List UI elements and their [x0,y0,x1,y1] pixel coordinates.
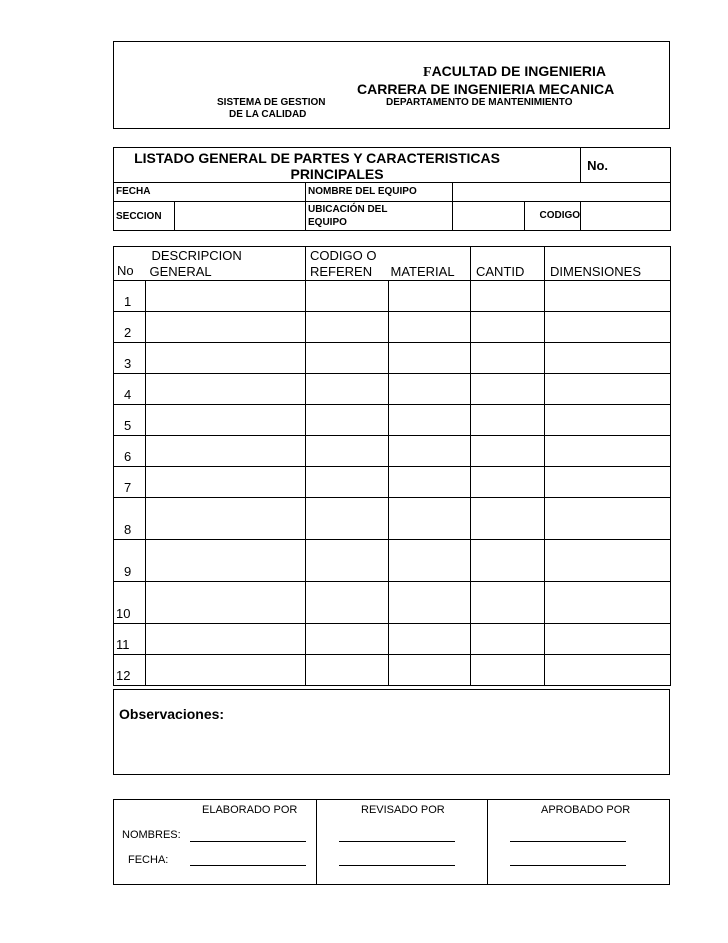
fecha-value[interactable] [175,183,306,202]
fecha-label: FECHA [114,183,175,202]
table-row [114,582,671,624]
dimensiones-cell[interactable] [545,312,671,343]
dimensiones-cell[interactable] [545,540,671,582]
cantid-cell[interactable] [471,498,545,540]
ubicacion-value[interactable] [453,202,525,231]
row-number: 1 [124,294,132,309]
department-title: DEPARTAMENTO DE MANTENIMIENTO [386,97,573,108]
codigo-cell[interactable] [306,436,389,467]
ubicacion-label-cell [306,202,453,231]
faculty-initial: F [423,65,432,80]
row-number: 7 [124,480,132,495]
material-cell[interactable] [389,281,471,312]
dimensiones-cell[interactable] [545,624,671,655]
codigo-cell[interactable] [306,374,389,405]
row-number-cell [114,498,146,540]
dimensiones-cell[interactable] [545,436,671,467]
material-cell[interactable] [389,624,471,655]
descripcion-cell[interactable] [146,405,306,436]
table-row [114,498,671,540]
faculty-title [423,63,606,81]
system-line-2: DE LA CALIDAD [229,109,307,120]
row-number-cell [114,312,146,343]
table-row [114,312,671,343]
codigo-cell[interactable] [306,312,389,343]
codigo-label-text: CODIGO [539,210,581,221]
dimensiones-cell[interactable] [545,655,671,686]
row-number-cell [114,540,146,582]
cantid-cell[interactable] [471,281,545,312]
nombre-equipo-label: NOMBRE DEL EQUIPO [306,183,453,202]
parts-header-row [114,247,671,281]
table-row [114,343,671,374]
row-number-cell [114,405,146,436]
fecha-signature-label: FECHA: [128,854,169,866]
header-descripcion-line-2: GENERAL [149,264,212,279]
material-cell[interactable] [389,540,471,582]
codigo-cell[interactable] [306,405,389,436]
form-title-line-2: PRINCIPALES [290,166,384,182]
material-cell[interactable] [389,467,471,498]
elaborado-nombre-line[interactable] [190,841,306,842]
header-no [114,247,146,281]
nombres-label: NOMBRES: [122,829,181,841]
cantid-cell[interactable] [471,540,545,582]
descripcion-cell[interactable] [146,582,306,624]
material-cell[interactable] [389,343,471,374]
faculty-rest: ACULTAD DE INGENIERIA [431,63,607,79]
signature-divider-2 [487,800,488,884]
descripcion-cell[interactable] [146,281,306,312]
codigo-cell[interactable] [306,467,389,498]
descripcion-cell[interactable] [146,467,306,498]
row-number: 6 [124,449,132,464]
header-descripcion [146,247,306,281]
header-codigo [306,247,389,281]
cantid-cell[interactable] [471,343,545,374]
table-row [114,624,671,655]
nombre-equipo-extra [525,183,671,202]
descripcion-cell[interactable] [146,343,306,374]
codigo-cell[interactable] [306,281,389,312]
descripcion-cell[interactable] [146,498,306,540]
table-row [114,467,671,498]
signature-box [113,799,670,885]
row-number-cell [114,467,146,498]
nombre-equipo-value[interactable] [453,183,525,202]
form-number-label: No. [587,158,609,173]
signature-divider-1 [316,800,317,884]
cantid-cell[interactable] [471,624,545,655]
material-cell[interactable] [389,374,471,405]
codigo-cell[interactable] [306,540,389,582]
parts-table [113,246,671,686]
elaborado-por-label: ELABORADO POR [202,804,298,816]
elaborado-fecha-line[interactable] [190,865,306,866]
row-number-cell [114,281,146,312]
aprobado-fecha-line[interactable] [510,865,626,866]
form-title-cell [114,148,581,183]
table-row [114,655,671,686]
header-codigo-line-2: REFEREN [310,264,373,279]
row-number-cell [114,655,146,686]
row-number: 5 [124,418,132,433]
descripcion-cell[interactable] [146,312,306,343]
row-number-cell [114,374,146,405]
row-number-cell [114,343,146,374]
descripcion-cell[interactable] [146,374,306,405]
row-number: 4 [124,387,132,402]
descripcion-cell[interactable] [146,540,306,582]
row-number: 10 [116,606,131,621]
system-line-1: SISTEMA DE GESTION [217,97,326,108]
material-cell[interactable] [389,312,471,343]
codigo-cell[interactable] [306,343,389,374]
cantid-cell[interactable] [471,582,545,624]
header-dimensiones-text: DIMENSIONES [550,264,642,279]
row-number: 3 [124,356,132,371]
codigo-cell[interactable] [306,582,389,624]
descripcion-cell[interactable] [146,655,306,686]
table-row [114,374,671,405]
material-cell[interactable] [389,436,471,467]
cantid-cell[interactable] [471,655,545,686]
ubicacion-label-line-1: UBICACIÓN DEL [308,204,388,215]
dimensiones-cell[interactable] [545,343,671,374]
dimensiones-cell[interactable] [545,374,671,405]
row-number-cell [114,582,146,624]
row-number: 9 [124,564,132,579]
row-number: 12 [116,668,131,683]
seccion-label: SECCION [114,202,175,231]
dimensiones-cell[interactable] [545,582,671,624]
cantid-cell[interactable] [471,405,545,436]
table-row [114,281,671,312]
cantid-cell[interactable] [471,312,545,343]
codigo-cell[interactable] [306,498,389,540]
row-number-cell [114,624,146,655]
revisado-nombre-line[interactable] [339,841,455,842]
info-table [113,147,671,231]
form-number-cell [581,148,671,183]
aprobado-nombre-line[interactable] [510,841,626,842]
aprobado-por-label: APROBADO POR [541,804,631,816]
seccion-value[interactable] [175,202,306,231]
dimensiones-cell[interactable] [545,467,671,498]
codigo-cell[interactable] [306,655,389,686]
revisado-fecha-line[interactable] [339,865,455,866]
codigo-cell[interactable] [306,624,389,655]
observations-label: Observaciones: [119,706,225,722]
row-number: 11 [116,637,130,652]
cantid-cell[interactable] [471,436,545,467]
dimensiones-cell[interactable] [545,498,671,540]
career-title: CARRERA DE INGENIERIA MECANICA [357,81,615,97]
header-material [389,247,471,281]
material-cell[interactable] [389,655,471,686]
material-cell[interactable] [389,582,471,624]
header-descripcion-line-1: DESCRIPCION [151,248,242,263]
row-number-cell [114,436,146,467]
material-cell[interactable] [389,498,471,540]
codigo-value[interactable] [581,202,671,231]
table-row [114,540,671,582]
form-title-line-1: LISTADO GENERAL DE PARTES Y CARACTERISTICAS [134,150,500,166]
header-dimensiones [545,247,671,281]
row-number: 8 [124,522,132,537]
revisado-por-label: REVISADO POR [361,804,445,816]
ubicacion-label-line-2: EQUIPO [308,217,347,228]
table-row [114,405,671,436]
material-cell[interactable] [389,405,471,436]
header-cantid [471,247,545,281]
dimensiones-cell[interactable] [545,281,671,312]
table-row [114,436,671,467]
observations-box[interactable] [113,689,670,775]
header-codigo-line-1: CODIGO O [310,248,377,263]
codigo-label [525,202,581,231]
header-cantid-text: CANTID [476,264,525,279]
row-number: 2 [124,325,132,340]
header-material-text: MATERIAL [390,264,455,279]
dimensiones-cell[interactable] [545,405,671,436]
descripcion-cell[interactable] [146,624,306,655]
descripcion-cell[interactable] [146,436,306,467]
cantid-cell[interactable] [471,467,545,498]
header-no-text: No [117,263,134,278]
header-box [113,41,670,129]
cantid-cell[interactable] [471,374,545,405]
